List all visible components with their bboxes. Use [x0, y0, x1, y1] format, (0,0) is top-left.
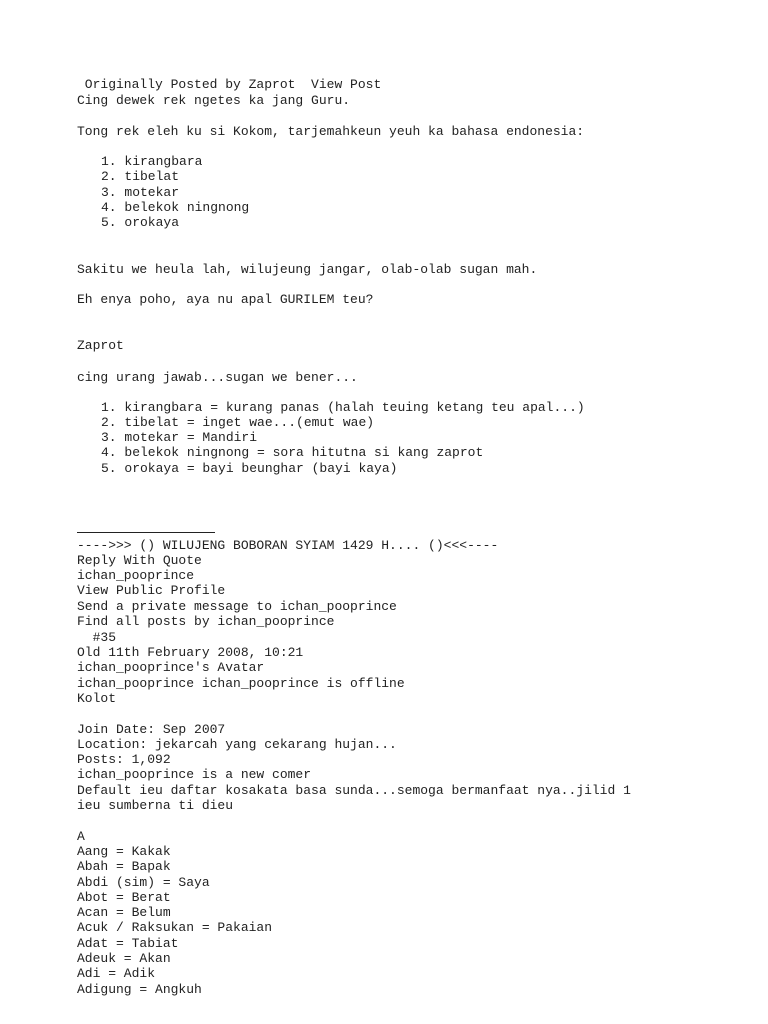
quote-list-item: 1. kirangbara: [101, 154, 203, 169]
location: Location: jekarcah yang cekarang hujan...: [77, 737, 397, 752]
find-posts-link[interactable]: Find all posts by ichan_pooprince: [77, 614, 335, 629]
post-date: Old 11th February 2008, 10:21: [77, 645, 304, 660]
quote-intro: Cing dewek rek ngetes ka jang Guru.: [77, 93, 351, 108]
reply-with-quote-link[interactable]: Reply With Quote: [77, 553, 202, 568]
answer-item: 4. belekok ningnong = sora hitutna si kang zaprot: [101, 445, 484, 460]
user-rank: Kolot: [77, 691, 117, 706]
answer-item: 5. orokaya = bayi beunghar (bayi kaya): [101, 461, 398, 476]
view-profile-link[interactable]: View Public Profile: [77, 583, 226, 598]
signature-divider: [77, 532, 215, 533]
vocab-entry: Adeuk = Akan: [77, 951, 171, 966]
answer-item: 3. motekar = Mandiri: [101, 430, 258, 445]
quote-author: Zaprot: [77, 338, 124, 353]
vocab-entry: Acan = Belum: [77, 905, 171, 920]
vocab-entry: Aang = Kakak: [77, 844, 171, 859]
private-message-link[interactable]: Send a private message to ichan_pooprince: [77, 599, 397, 614]
vocab-entry: Adat = Tabiat: [77, 936, 179, 951]
quote-list-item: 2. tibelat: [101, 169, 180, 184]
vocab-entry: Acuk / Raksukan = Pakaian: [77, 920, 273, 935]
quote-question: Tong rek eleh ku si Kokom, tarjemahkeun yeuh ka bahasa endonesia:: [77, 124, 585, 139]
answer-item: 1. kirangbara = kurang panas (halah teuing ketang teu apal...): [101, 400, 585, 415]
section-letter: A: [77, 829, 85, 844]
signature-text: ---->>> () WILUJENG BOBORAN SYIAM 1429 H.... ()<<<----: [77, 538, 499, 553]
post-number-link[interactable]: #35: [77, 630, 117, 645]
quote-closing: Sakitu we heula lah, wilujeung jangar, olab-olab sugan mah.: [77, 262, 538, 277]
quote-header: Originally Posted by Zaprot View Post: [77, 77, 382, 92]
quote-list-item: 4. belekok ningnong: [101, 200, 250, 215]
vocab-entry: Adigung = Angkuh: [77, 982, 202, 997]
join-date: Join Date: Sep 2007: [77, 722, 226, 737]
avatar: ichan_pooprince's Avatar: [77, 660, 265, 675]
quote-closing: Eh enya poho, aya nu apal GURILEM teu?: [77, 292, 374, 307]
username-link[interactable]: ichan_pooprince: [77, 568, 195, 583]
vocab-entry: Abot = Berat: [77, 890, 171, 905]
user-status: ichan_pooprince ichan_pooprince is offline: [77, 676, 405, 691]
vocab-entry: Abdi (sim) = Saya: [77, 875, 210, 890]
reply-intro: cing urang jawab...sugan we bener...: [77, 370, 358, 385]
vocab-entry: Adi = Adik: [77, 966, 156, 981]
quote-list-item: 5. orokaya: [101, 215, 180, 230]
quote-list-item: 3. motekar: [101, 185, 180, 200]
post-body-line: ieu sumberna ti dieu: [77, 798, 234, 813]
answer-item: 2. tibelat = inget wae...(emut wae): [101, 415, 375, 430]
post-count: Posts: 1,092: [77, 752, 171, 767]
reputation: ichan_pooprince is a new comer: [77, 767, 312, 782]
post-body-line: Default ieu daftar kosakata basa sunda...semoga bermanfaat nya..jilid 1: [77, 783, 631, 798]
vocab-entry: Abah = Bapak: [77, 859, 171, 874]
